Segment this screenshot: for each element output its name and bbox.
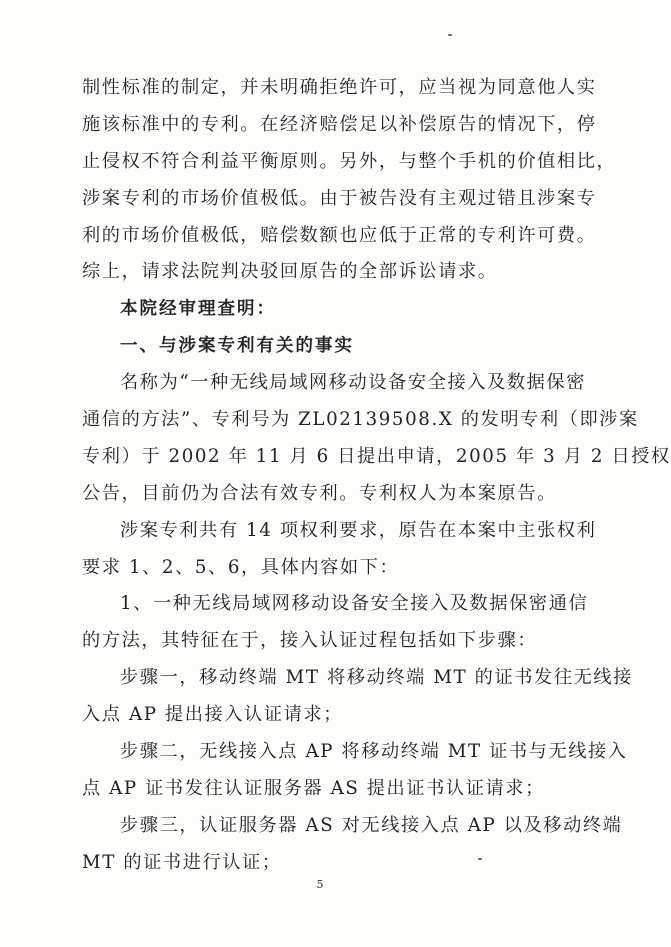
subsection-heading: 一、与涉案专利有关的事实 bbox=[120, 336, 354, 357]
paragraph-line: 制性标准的制定，并未明确拒绝许可，应当视为同意他人实 bbox=[82, 77, 597, 98]
paragraph-line: 止侵权不符合利益平衡原则。另外，与整个手机的价值相比， bbox=[82, 150, 617, 172]
paragraph-line: MT 的证书进行认证； bbox=[82, 851, 282, 873]
page-number: 5 bbox=[316, 878, 324, 891]
scan-speck bbox=[448, 34, 452, 36]
paragraph-line: 通信的方法”、专利号为 ZL02139508.X 的发明专利（即涉案 bbox=[82, 409, 639, 431]
paragraph-line: 步骤一，移动终端 MT 将移动终端 MT 的证书发往无线接 bbox=[120, 667, 633, 689]
paragraph-line: 的方法，其特征在于，接入认证过程包括如下步骤： bbox=[82, 630, 538, 652]
paragraph-line: 综上，请求法院判决驳回原告的全部诉讼请求。 bbox=[82, 261, 498, 283]
paragraph-line: 名称为“一种无线局域网移动设备安全接入及数据保密 bbox=[120, 372, 587, 394]
section-heading: 本院经审理查明： bbox=[120, 299, 276, 320]
paragraph-line: 入点 AP 提出接入认证请求； bbox=[82, 704, 343, 726]
paragraph-line: 施该标准中的专利。在经济赔偿足以补偿原告的情况下，停 bbox=[82, 113, 597, 135]
paragraph-line: 利的市场价值极低，赔偿数额也应低于正常的专利许可费。 bbox=[82, 224, 597, 246]
paragraph-line: 公告，目前仍为合法有效专利。专利权人为本案原告。 bbox=[82, 482, 557, 504]
paragraph-line: 涉案专利的市场价值极低。由于被告没有主观过错且涉案专 bbox=[82, 187, 597, 209]
paragraph-line: 步骤二，无线接入点 AP 将移动终端 MT 证书与无线接入 bbox=[120, 741, 628, 763]
paragraph-line: 点 AP 证书发往认证服务器 AS 提出证书认证请求； bbox=[82, 777, 545, 799]
paragraph-line: 涉案专利共有 14 项权利要求，原告在本案中主张权利 bbox=[120, 519, 597, 541]
paragraph-line: 步骤三，认证服务器 AS 对无线接入点 AP 以及移动终端 bbox=[120, 814, 623, 836]
paragraph-line: 专利）于 2002 年 11 月 6 日提出申请，2005 年 3 月 2 日授权 bbox=[82, 445, 671, 467]
scan-speck bbox=[478, 858, 482, 860]
paragraph-line: 1、一种无线局域网移动设备安全接入及数据保密通信 bbox=[120, 593, 589, 615]
paragraph-line: 要求 1、2、5、6，具体内容如下： bbox=[82, 556, 400, 578]
body-text bbox=[82, 70, 671, 882]
